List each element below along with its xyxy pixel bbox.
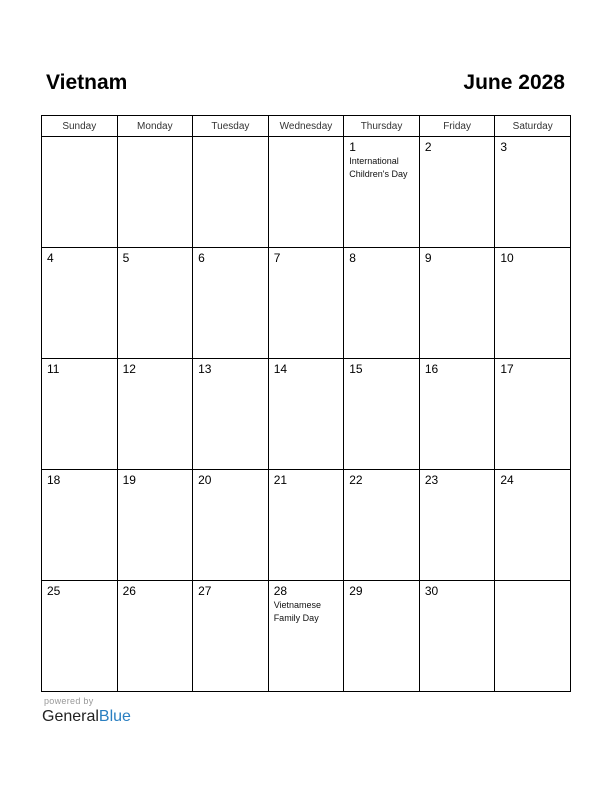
day-number: 8 [349, 251, 356, 265]
day-cell [419, 581, 495, 692]
day-cell [193, 581, 269, 692]
day-number: 16 [424, 362, 439, 376]
day-number: 5 [122, 251, 130, 265]
day-cell [268, 470, 344, 581]
day-cell [344, 581, 420, 692]
day-cell [419, 248, 495, 359]
day-number: 23 [424, 473, 439, 487]
calendar-grid [41, 115, 571, 692]
day-cell [344, 248, 420, 359]
day-number: 10 [500, 251, 514, 265]
day-number: 2 [424, 140, 432, 154]
day-number: 1 [349, 140, 356, 154]
footer-branding [42, 696, 131, 726]
day-cell [495, 137, 571, 248]
weekday-header: Saturday [495, 116, 571, 137]
day-cell [419, 137, 495, 248]
day-cell [42, 581, 118, 692]
day-cell [193, 248, 269, 359]
day-number: 7 [273, 251, 281, 265]
weekday-header: Friday [419, 116, 495, 137]
day-number: 21 [273, 473, 288, 487]
day-cell [193, 359, 269, 470]
holiday-label: Vietnamese Family Day [273, 600, 322, 623]
day-cell [268, 137, 344, 248]
day-number: 15 [349, 362, 363, 376]
week-row [42, 248, 571, 359]
day-cell [495, 470, 571, 581]
day-number: 26 [122, 584, 136, 598]
weekday-header: Thursday [344, 116, 420, 137]
week-row [42, 359, 571, 470]
day-cell [193, 470, 269, 581]
day-number: 4 [47, 251, 54, 265]
day-number: 12 [122, 362, 136, 376]
day-cell [495, 581, 571, 692]
day-cell [117, 359, 193, 470]
day-number: 3 [500, 140, 508, 154]
day-number: 22 [349, 473, 363, 487]
day-number: 27 [198, 584, 212, 598]
powered-by-text: powered by [44, 696, 94, 706]
country-title: Vietnam [46, 71, 128, 94]
day-number: 14 [273, 362, 288, 376]
day-cell [42, 248, 118, 359]
week-row [42, 470, 571, 581]
brand-general: General [42, 708, 99, 725]
day-cell [268, 248, 344, 359]
brand-logo [42, 708, 131, 726]
day-number: 28 [273, 584, 288, 598]
day-cell [344, 359, 420, 470]
holiday-label: International Children's Day [349, 156, 408, 179]
day-cell [193, 137, 269, 248]
day-number: 25 [47, 584, 61, 598]
week-row [42, 581, 571, 692]
day-number: 24 [500, 473, 514, 487]
day-cell [117, 470, 193, 581]
weekday-header: Sunday [42, 116, 118, 137]
day-cell [117, 137, 193, 248]
day-cell [117, 581, 193, 692]
day-cell [419, 359, 495, 470]
weekday-header: Wednesday [268, 116, 344, 137]
day-cell [495, 248, 571, 359]
day-cell [42, 137, 118, 248]
day-cell [117, 248, 193, 359]
day-number: 6 [198, 251, 205, 265]
day-number: 9 [424, 251, 432, 265]
day-cell [42, 359, 118, 470]
week-row [42, 137, 571, 248]
month-year-title: June 2028 [463, 71, 565, 94]
day-number: 13 [198, 362, 212, 376]
day-cell [268, 359, 344, 470]
day-number: 17 [500, 362, 514, 376]
day-number: 29 [349, 584, 363, 598]
day-cell [419, 470, 495, 581]
day-cell [268, 581, 344, 692]
day-cell [344, 137, 420, 248]
weekday-header-row [42, 116, 571, 137]
day-number: 20 [198, 473, 212, 487]
day-number: 18 [47, 473, 61, 487]
weekday-header: Tuesday [193, 116, 269, 137]
day-cell [495, 359, 571, 470]
day-number: 11 [47, 362, 60, 376]
day-cell [42, 470, 118, 581]
weekday-header: Monday [117, 116, 193, 137]
brand-blue: Blue [98, 708, 131, 725]
day-number: 30 [424, 584, 439, 598]
day-number: 19 [122, 473, 136, 487]
day-cell [344, 470, 420, 581]
